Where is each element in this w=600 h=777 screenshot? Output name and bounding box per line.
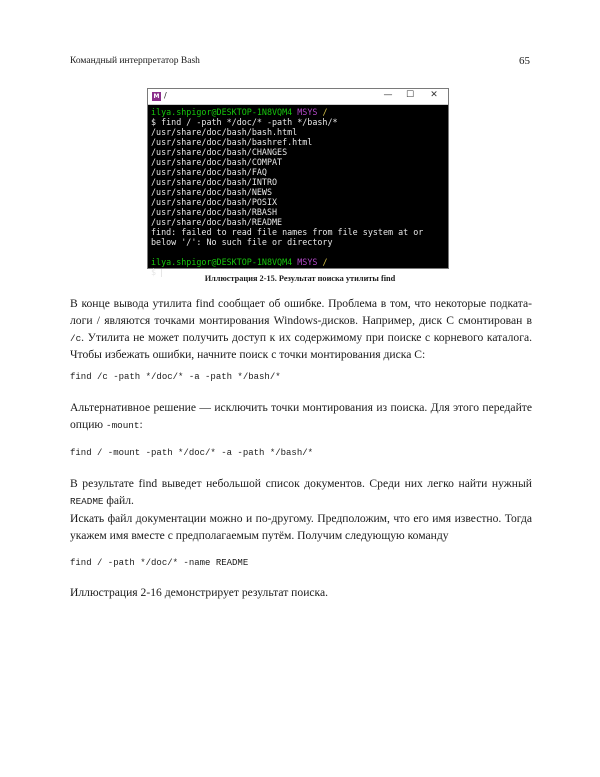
running-header	[70, 56, 530, 70]
terminal-output-line: /usr/share/doc/bash/FAQ	[151, 167, 267, 177]
paragraph-line	[70, 493, 532, 511]
terminal-output-line: below '/': No such file or directory	[151, 237, 333, 247]
paragraph-5: Иллюстрация 2-16 демонстрирует результат поиска.	[70, 586, 329, 599]
paragraph-line: В результате find выведет небольшой список документов. Среди них легко найти нужный	[70, 477, 532, 490]
terminal-output-line: /usr/share/doc/bash/bash.html	[151, 127, 298, 137]
header-title: Командный интерпретатор Bash	[70, 56, 200, 66]
terminal-output-line: /usr/share/doc/bash/CHANGES	[151, 147, 288, 157]
paragraph-line	[70, 330, 532, 348]
prompt-path: /	[322, 257, 328, 267]
terminal-output-line: /usr/share/doc/bash/RBASH	[151, 207, 278, 217]
terminal-output-line: /usr/share/doc/bash/README	[151, 217, 283, 227]
terminal-output-line: /usr/share/doc/bash/NEWS	[151, 187, 273, 197]
code-block-2: find / -mount -path */doc/* -a -path */bash/*	[70, 448, 314, 458]
code-block-1: find /c -path */doc/* -a -path */bash/*	[70, 372, 281, 382]
msys-logo-icon: M	[153, 93, 160, 100]
paragraph-2	[70, 400, 532, 435]
minimize-icon[interactable]: —	[383, 90, 393, 100]
paragraph-text: файл.	[103, 493, 134, 507]
inline-code: README	[70, 495, 104, 507]
close-icon[interactable]: ✕	[430, 90, 438, 100]
code-block-3: find / -path */doc/* -name README	[70, 558, 249, 568]
paragraph-4	[70, 511, 532, 545]
page-number: 65	[519, 55, 530, 67]
terminal-titlebar	[148, 89, 448, 105]
inline-code: /c	[70, 332, 82, 344]
paragraph-text: опцию	[70, 417, 106, 431]
paragraph-text: . Утилита не может получить доступ к их содержимому при поиске с корневого каталога.	[81, 330, 532, 344]
terminal-prompt	[151, 107, 445, 117]
figure-caption: Иллюстрация 2-15. Результат поиска утилиты find	[204, 274, 396, 283]
terminal-screenshot	[147, 88, 449, 277]
terminal-prompt	[151, 257, 445, 267]
paragraph-line: В конце вывода утилита find сообщает об ошибке. Проблема в том, что некоторые подката-	[70, 297, 532, 310]
paragraph-line: Искать файл документации можно и по-другому. Предположим, что его имя известно. Тогда	[70, 512, 532, 525]
terminal-output-line: find: failed to read file names from file system at or	[151, 227, 424, 237]
maximize-icon[interactable]: ☐	[405, 90, 415, 100]
terminal-output-line: /usr/share/doc/bash/POSIX	[151, 197, 278, 207]
paragraph-3	[70, 476, 532, 511]
paragraph-text: :	[139, 417, 143, 431]
inline-code: -mount	[105, 419, 140, 431]
paragraph-line: Чтобы избежать ошибки, начните поиск с точки монтирования диска C:	[70, 348, 426, 362]
terminal-output-line: /usr/share/doc/bash/bashref.html	[151, 137, 313, 147]
terminal-output-line: /usr/share/doc/bash/INTRO	[151, 177, 278, 187]
paragraph-1	[70, 296, 532, 364]
terminal-command: $ find / -path */doc/* -path */bash/*	[151, 117, 338, 127]
terminal-output	[148, 105, 448, 279]
terminal-window-title: /	[164, 91, 167, 100]
prompt-user: ilya.shpigor@DESKTOP-1N8VQM4	[151, 257, 293, 267]
paragraph-line: укажем имя вместе с предполагаемым путём. Получим следующую команду	[70, 528, 449, 542]
prompt-path: /	[322, 107, 328, 117]
prompt-user: ilya.shpigor@DESKTOP-1N8VQM4	[151, 107, 293, 117]
paragraph-line: логи / являются точками монтирования Windows-дисков. Например, диск C смонтирован в	[70, 313, 532, 327]
terminal-input-prompt: $	[151, 267, 162, 277]
prompt-system: MSYS	[297, 107, 318, 117]
prompt-system: MSYS	[297, 257, 318, 267]
paragraph-line	[70, 417, 532, 435]
paragraph-line: Альтернативное решение — исключить точки монтирования из поиска. Для этого передайте	[70, 401, 532, 414]
terminal-output-line: /usr/share/doc/bash/COMPAT	[151, 157, 283, 167]
